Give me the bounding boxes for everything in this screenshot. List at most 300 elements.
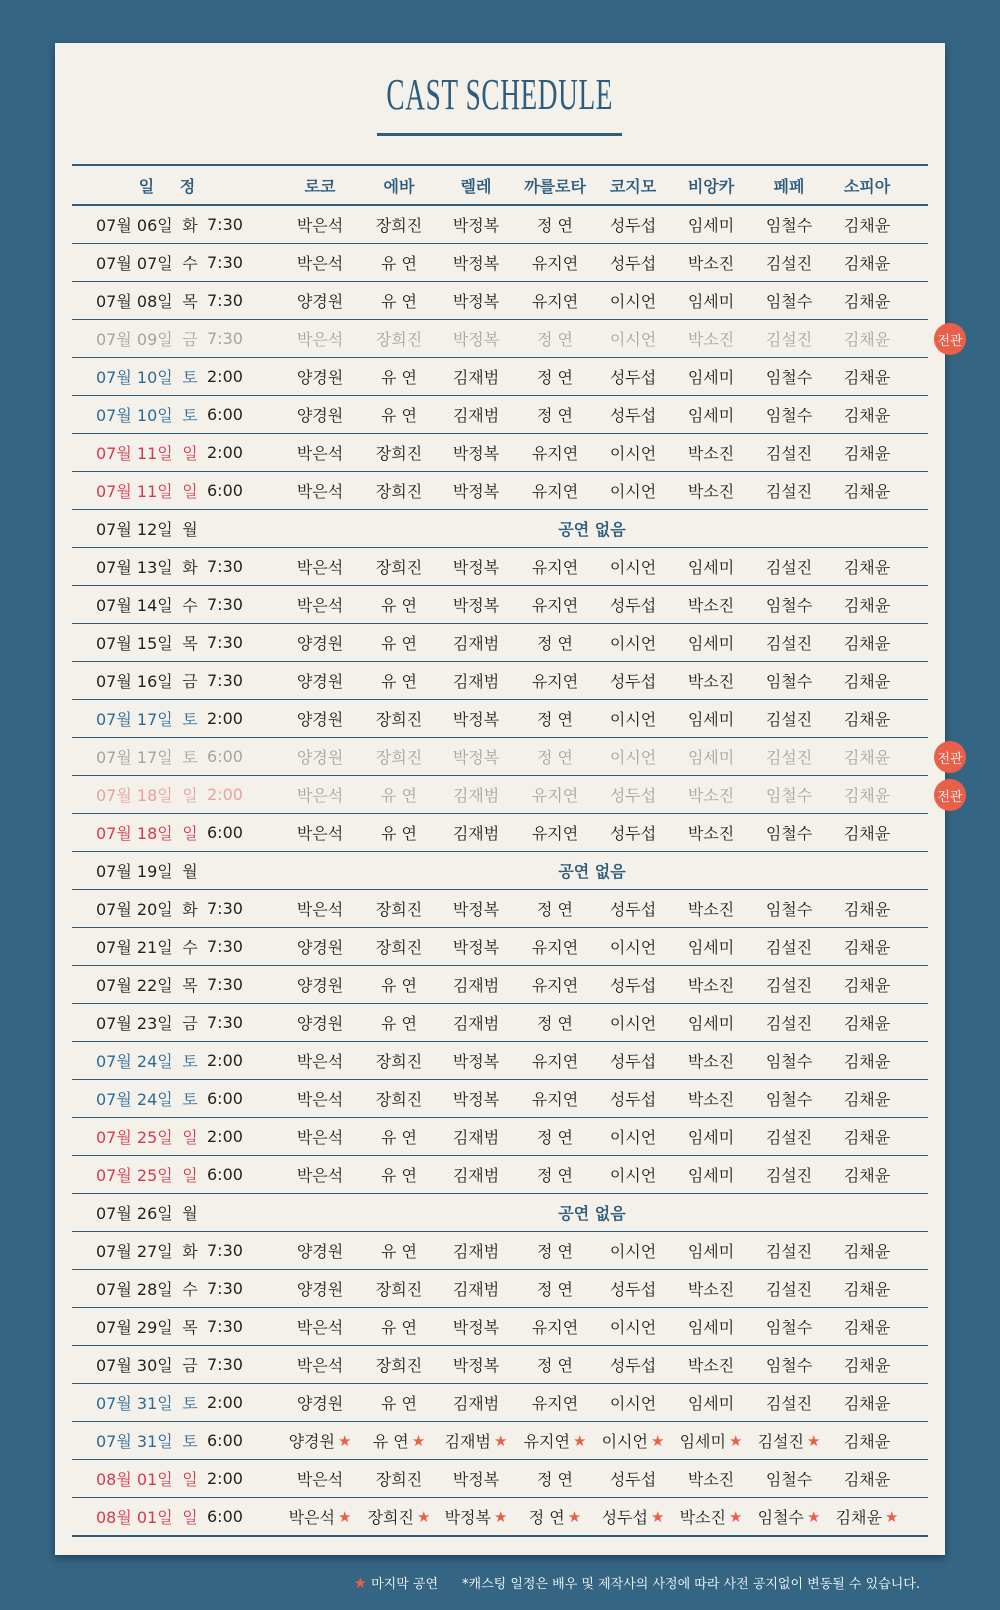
cast-name: 김설진 — [765, 634, 813, 653]
cast-cell — [593, 814, 673, 851]
time-cell: 6:00 — [207, 823, 243, 842]
cast-name: 유지연 — [531, 672, 579, 691]
cast-cell — [280, 890, 360, 927]
date-cell: 07월 16일 — [96, 672, 173, 691]
cast-name: 유 연 — [381, 672, 417, 691]
table-row — [72, 358, 928, 396]
date-cell: 07월 19일 — [96, 862, 173, 881]
cast-cell — [515, 662, 595, 699]
cast-name: 김설진 — [765, 748, 813, 767]
cast-name: 유 연 — [372, 1432, 409, 1451]
cast-name: 정 연 — [537, 216, 573, 235]
cast-name: 임철수 — [765, 1090, 813, 1109]
cast-cell — [515, 434, 595, 471]
header-role: 코지모 — [609, 176, 657, 196]
cast-name: 박소진 — [687, 1052, 735, 1071]
cast-name: 장희진 — [375, 1470, 423, 1489]
cast-cell — [359, 1118, 439, 1155]
cast-cell — [749, 928, 829, 965]
cast-cell — [749, 1004, 829, 1041]
cast-cell — [671, 890, 751, 927]
star-icon: ★ — [353, 1574, 368, 1592]
cast-name: 정 연 — [537, 748, 573, 767]
cast-cell — [593, 776, 673, 813]
cast-name: 이시언 — [609, 482, 657, 501]
cast-name: 이시언 — [609, 748, 657, 767]
cast-name: 김설진 — [765, 1128, 813, 1147]
time-cell: 7:30 — [207, 1317, 243, 1336]
cast-cell — [515, 738, 595, 775]
day-cell: 월 — [182, 862, 198, 881]
cast-name: 이시언 — [609, 938, 657, 957]
cast-name: 김채윤 — [843, 216, 891, 235]
cast-cell — [359, 1156, 439, 1193]
star-icon: ★ — [493, 1507, 508, 1526]
cast-cell — [749, 548, 829, 585]
cast-name: 박정복 — [452, 938, 500, 957]
cast-name: 박소진 — [687, 482, 735, 501]
cast-name: 김채윤 — [843, 1090, 891, 1109]
star-icon: ★ — [493, 1431, 508, 1450]
cast-name: 박은석 — [296, 1470, 344, 1489]
cast-cell — [593, 1498, 673, 1535]
day-cell: 토 — [182, 368, 198, 387]
table-row — [72, 548, 928, 586]
cast-name: 김채윤 — [843, 406, 891, 425]
date-cell: 07월 13일 — [96, 558, 173, 577]
time-cell: 6:00 — [207, 1165, 243, 1184]
cast-cell — [436, 738, 516, 775]
cast-name: 김재범 — [452, 786, 500, 805]
cast-name: 박소진 — [687, 824, 735, 843]
cast-cell — [593, 320, 673, 357]
cast-name: 임세미 — [687, 1166, 735, 1185]
cast-name: 김채윤 — [843, 824, 891, 843]
star-icon: ★ — [337, 1431, 352, 1450]
date-cell: 07월 23일 — [96, 1014, 173, 1033]
cast-cell — [749, 1118, 829, 1155]
cast-name: 성두섭 — [609, 1090, 657, 1109]
cast-name: 박은석 — [296, 254, 344, 273]
cast-cell — [359, 244, 439, 281]
cast-name: 박은석 — [296, 786, 344, 805]
cast-cell — [671, 738, 751, 775]
cast-cell — [593, 434, 673, 471]
cast-cell — [436, 244, 516, 281]
cast-name: 박은석 — [296, 900, 344, 919]
cast-name: 김채윤 — [843, 482, 891, 501]
cast-cell — [436, 472, 516, 509]
day-cell: 화 — [182, 1242, 198, 1261]
time-cell: 7:30 — [207, 633, 243, 652]
footer — [354, 1573, 920, 1592]
cast-cell — [515, 1346, 595, 1383]
cast-name: 이시언 — [609, 710, 657, 729]
cast-name: 임철수 — [765, 1356, 813, 1375]
cast-cell — [436, 358, 516, 395]
table-row — [72, 1004, 928, 1042]
title-underline — [377, 133, 622, 136]
cast-cell — [436, 206, 516, 243]
day-cell: 목 — [182, 292, 198, 311]
time-cell: 2:00 — [207, 367, 243, 386]
time-cell: 7:30 — [207, 975, 243, 994]
time-cell: 2:00 — [207, 1469, 243, 1488]
cast-cell — [593, 1042, 673, 1079]
date-cell: 07월 24일 — [96, 1052, 173, 1071]
cast-cell — [671, 1004, 751, 1041]
cast-cell — [593, 890, 673, 927]
cast-cell — [359, 396, 439, 433]
cast-cell — [827, 700, 907, 737]
cast-cell — [515, 358, 595, 395]
cast-name: 김채윤 — [843, 596, 891, 615]
cast-name: 임철수 — [765, 900, 813, 919]
cast-name: 박정복 — [452, 1052, 500, 1071]
day-cell: 일 — [182, 824, 198, 843]
cast-name: 박소진 — [687, 254, 735, 273]
cast-cell — [280, 206, 360, 243]
cast-name: 김설진 — [765, 330, 813, 349]
date-cell: 07월 12일 — [96, 520, 173, 539]
date-cell: 07월 08일 — [96, 292, 173, 311]
transfer-badge: 전관 — [934, 741, 966, 773]
cast-name: 유 연 — [381, 634, 417, 653]
cast-cell — [593, 244, 673, 281]
cast-name: 박은석 — [296, 482, 344, 501]
cast-name: 장희진 — [375, 900, 423, 919]
cast-name: 양경원 — [296, 1014, 344, 1033]
cast-cell — [749, 1384, 829, 1421]
cast-cell — [436, 776, 516, 813]
cast-name: 박은석 — [296, 1090, 344, 1109]
day-cell: 일 — [182, 786, 198, 805]
star-icon: ★ — [650, 1507, 665, 1526]
date-cell: 07월 09일 — [96, 330, 173, 349]
cast-cell — [827, 966, 907, 1003]
cast-name: 유지연 — [531, 482, 579, 501]
cast-name: 김채윤 — [843, 330, 891, 349]
date-cell: 07월 22일 — [96, 976, 173, 995]
day-cell: 일 — [182, 1508, 198, 1527]
table-row — [72, 966, 928, 1004]
cast-name: 정 연 — [537, 1128, 573, 1147]
cast-name: 정 연 — [537, 1014, 573, 1033]
star-icon: ★ — [416, 1507, 431, 1526]
cast-name: 임세미 — [687, 1014, 735, 1033]
cast-name: 유 연 — [381, 292, 417, 311]
cast-cell — [359, 1232, 439, 1269]
cast-name: 박은석 — [296, 330, 344, 349]
cast-name: 박정복 — [452, 444, 500, 463]
cast-cell — [593, 738, 673, 775]
date-cell: 07월 11일 — [96, 444, 173, 463]
cast-cell — [436, 1232, 516, 1269]
cast-name: 김재범 — [452, 1166, 500, 1185]
cast-name: 정 연 — [537, 1356, 573, 1375]
cast-cell — [671, 700, 751, 737]
date-cell: 07월 18일 — [96, 824, 173, 843]
cast-cell — [827, 244, 907, 281]
cast-cell — [827, 776, 907, 813]
cast-name: 성두섭 — [609, 216, 657, 235]
cast-cell — [749, 814, 829, 851]
cast-cell — [827, 1118, 907, 1155]
cast-cell — [436, 320, 516, 357]
cast-cell — [436, 1346, 516, 1383]
cast-cell — [827, 814, 907, 851]
date-cell: 07월 31일 — [96, 1394, 173, 1413]
cast-name: 양경원 — [296, 748, 344, 767]
cast-name: 김설진 — [765, 482, 813, 501]
cast-cell — [749, 1308, 829, 1345]
cast-name: 박은석 — [296, 1356, 344, 1375]
cast-cell — [671, 624, 751, 661]
day-cell: 일 — [182, 444, 198, 463]
cast-cell — [827, 624, 907, 661]
cast-cell — [671, 320, 751, 357]
cast-cell — [671, 586, 751, 623]
cast-cell — [359, 206, 439, 243]
star-icon: ★ — [728, 1507, 743, 1526]
cast-name: 유지연 — [531, 558, 579, 577]
time-cell: 2:00 — [207, 443, 243, 462]
cast-name: 김채윤 — [843, 254, 891, 273]
cast-name: 정 연 — [537, 406, 573, 425]
cast-cell — [515, 244, 595, 281]
day-cell: 목 — [182, 634, 198, 653]
cast-name: 양경원 — [296, 292, 344, 311]
day-cell: 목 — [182, 976, 198, 995]
cast-cell — [749, 1460, 829, 1497]
cast-name: 박은석 — [296, 596, 344, 615]
cast-cell — [515, 1042, 595, 1079]
cast-name: 박소진 — [687, 1356, 735, 1375]
cast-name: 박소진 — [687, 1280, 735, 1299]
cast-cell — [593, 206, 673, 243]
time-cell: 7:30 — [207, 1241, 243, 1260]
cast-name: 장희진 — [375, 1052, 423, 1071]
table-row — [72, 1308, 928, 1346]
cast-name: 유지연 — [531, 254, 579, 273]
cast-cell — [749, 890, 829, 927]
cast-cell — [436, 700, 516, 737]
cast-name: 임세미 — [687, 1394, 735, 1413]
table-row — [72, 1498, 928, 1537]
cast-cell — [280, 1232, 360, 1269]
cast-cell — [436, 1156, 516, 1193]
cast-name: 박은석 — [296, 1128, 344, 1147]
cast-cell — [515, 1156, 595, 1193]
cast-name: 박정복 — [452, 1318, 500, 1337]
cast-cell — [827, 738, 907, 775]
cast-cell — [515, 1270, 595, 1307]
cast-cell — [436, 282, 516, 319]
star-icon: ★ — [411, 1431, 426, 1450]
day-cell: 토 — [182, 406, 198, 425]
cast-cell — [671, 1498, 751, 1535]
time-cell: 7:30 — [207, 899, 243, 918]
cast-name: 박정복 — [452, 482, 500, 501]
transfer-badge: 전관 — [934, 323, 966, 355]
date-cell: 07월 10일 — [96, 406, 173, 425]
cast-cell — [436, 1042, 516, 1079]
cast-name: 김채윤 — [843, 1280, 891, 1299]
cast-name: 김설진 — [765, 976, 813, 995]
schedule-table — [72, 164, 963, 1537]
cast-name: 양경원 — [296, 634, 344, 653]
cast-cell — [827, 282, 907, 319]
day-cell: 금 — [182, 1356, 198, 1375]
cast-name: 김재범 — [452, 406, 500, 425]
date-cell: 08월 01일 — [96, 1470, 173, 1489]
header-role: 소피아 — [843, 176, 891, 196]
cast-name: 장희진 — [375, 444, 423, 463]
cast-name: 김재범 — [452, 1394, 500, 1413]
cast-cell — [671, 776, 751, 813]
cast-cell — [515, 700, 595, 737]
cast-name: 김설진 — [765, 1280, 813, 1299]
cast-name: 이시언 — [609, 558, 657, 577]
cast-cell — [436, 586, 516, 623]
cast-cell — [671, 1156, 751, 1193]
cast-cell — [436, 1270, 516, 1307]
cast-cell — [827, 1308, 907, 1345]
cast-name: 유지연 — [531, 786, 579, 805]
cast-cell — [827, 358, 907, 395]
cast-cell — [671, 434, 751, 471]
day-cell: 토 — [182, 1052, 198, 1071]
cast-cell — [359, 472, 439, 509]
cast-cell — [827, 1498, 907, 1535]
time-cell: 6:00 — [207, 405, 243, 424]
cast-cell — [593, 1004, 673, 1041]
cast-name: 김채윤 — [843, 1356, 891, 1375]
cast-name: 장희진 — [375, 1280, 423, 1299]
cast-cell — [436, 624, 516, 661]
cast-name: 유 연 — [381, 406, 417, 425]
cast-cell — [436, 434, 516, 471]
cast-name: 김설진 — [765, 254, 813, 273]
cast-cell — [593, 472, 673, 509]
cast-cell — [515, 776, 595, 813]
cast-cell — [827, 1460, 907, 1497]
cast-name: 김채윤 — [843, 672, 891, 691]
date-cell: 07월 29일 — [96, 1318, 173, 1337]
cast-cell — [280, 1156, 360, 1193]
cast-name: 정 연 — [537, 1470, 573, 1489]
date-cell: 07월 25일 — [96, 1128, 173, 1147]
cast-cell — [515, 548, 595, 585]
header-role: 페페 — [773, 176, 805, 196]
cast-name: 김채윤 — [843, 900, 891, 919]
cast-name: 박정복 — [452, 1470, 500, 1489]
cast-name: 임철수 — [765, 292, 813, 311]
cast-name: 유 연 — [381, 596, 417, 615]
day-cell: 수 — [182, 1280, 198, 1299]
date-cell: 07월 21일 — [96, 938, 173, 957]
day-cell: 토 — [182, 710, 198, 729]
cast-name: 유지연 — [531, 976, 579, 995]
cast-cell — [280, 700, 360, 737]
cast-cell — [827, 928, 907, 965]
table-row — [72, 662, 928, 700]
cast-name: 장희진 — [375, 748, 423, 767]
cast-cell — [749, 282, 829, 319]
cast-name: 유 연 — [381, 1394, 417, 1413]
cast-name: 성두섭 — [609, 824, 657, 843]
cast-name: 양경원 — [296, 710, 344, 729]
cast-name: 이시언 — [609, 1394, 657, 1413]
time-cell: 7:30 — [207, 1013, 243, 1032]
cast-name: 유지연 — [531, 1090, 579, 1109]
cast-cell — [827, 1080, 907, 1117]
cast-cell — [671, 244, 751, 281]
cast-cell — [359, 358, 439, 395]
day-cell: 금 — [182, 330, 198, 349]
date-cell: 07월 06일 — [96, 216, 173, 235]
cast-name: 김채윤 — [843, 938, 891, 957]
cast-name: 김재범 — [452, 634, 500, 653]
cast-cell — [280, 1270, 360, 1307]
cast-cell — [515, 206, 595, 243]
date-cell: 07월 18일 — [96, 786, 173, 805]
cast-cell — [359, 662, 439, 699]
cast-cell — [749, 586, 829, 623]
cast-cell — [749, 1156, 829, 1193]
cast-cell — [827, 1232, 907, 1269]
cast-cell — [671, 396, 751, 433]
cast-name: 성두섭 — [609, 254, 657, 273]
title-wrap — [55, 69, 945, 120]
cast-cell — [671, 548, 751, 585]
cast-name: 김채윤 — [843, 1014, 891, 1033]
cast-cell — [749, 434, 829, 471]
cast-name: 양경원 — [288, 1432, 335, 1451]
table-row — [72, 472, 928, 510]
cast-name: 정 연 — [528, 1508, 565, 1527]
cast-name: 박정복 — [452, 596, 500, 615]
cast-cell — [671, 662, 751, 699]
table-row — [72, 624, 928, 662]
cast-cell — [359, 548, 439, 585]
time-cell: 6:00 — [207, 1431, 243, 1450]
cast-cell — [359, 776, 439, 813]
day-cell: 토 — [182, 1432, 198, 1451]
time-cell: 7:30 — [207, 671, 243, 690]
time-cell: 7:30 — [207, 253, 243, 272]
cast-cell — [749, 1422, 829, 1459]
cast-name: 김채윤 — [843, 786, 891, 805]
cast-name: 박정복 — [452, 1356, 500, 1375]
cast-cell — [280, 738, 360, 775]
date-cell: 07월 11일 — [96, 482, 173, 501]
cast-name: 유지연 — [531, 824, 579, 843]
cast-cell — [593, 1384, 673, 1421]
cast-name: 성두섭 — [609, 976, 657, 995]
cast-cell — [827, 890, 907, 927]
cast-cell — [436, 1118, 516, 1155]
cast-cell — [280, 1460, 360, 1497]
table-row — [72, 282, 928, 320]
cast-cell — [280, 624, 360, 661]
cast-cell — [671, 1308, 751, 1345]
cast-name: 임세미 — [687, 558, 735, 577]
cast-cell — [515, 1384, 595, 1421]
date-cell: 07월 17일 — [96, 748, 173, 767]
cast-cell — [593, 1422, 673, 1459]
cast-cell — [359, 700, 439, 737]
